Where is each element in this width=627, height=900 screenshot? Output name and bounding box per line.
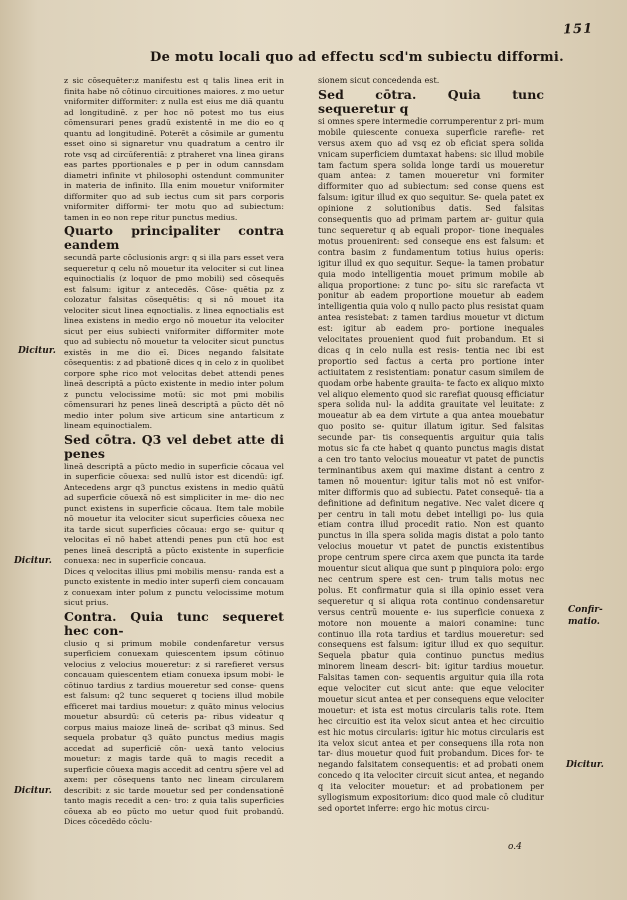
paragraph: Dices q velocitas illius pmi mobilis mensu- randa est a puncto existente in medio inter superfi ciem concauam z conuexam inter polum z punctu velocissime motum sicut prius. — [64, 566, 284, 607]
folio-number: 151 — [562, 21, 594, 38]
catchword: o.4 — [508, 842, 522, 852]
margin-note-dicitur: Dicitur. — [14, 556, 52, 566]
paragraph: clusio q si primum mobile condenfaretur versus superficiem conuexam quiescentem ipsum cōtinuo velocius z velocius moueretur: z si rarefieret versus concauam quiescentem etiam conuexa ipsum mobi- le cōtinuo tardius z tardius moueretur sed conse- quens est falsum: q2 tunc sequeret q tociens illud mobile efficeret mai tardius mouetur: z quāto minus velocius mouetur absurdū: cū ceteris pa- ribus videatur q corpus maius maioze lineā de- scribat q3 minus. Sed sequela probatur q3 quāto punctus medius magis accedat ad superficiē cōn- uexā tanto velocius mouetur: z magis tarde quā to magis recedit a superficie cōuexa magis accedit ad centru sp̄ere vel ad axem: per cōsequens tanto nec lineam circularem describit: z sic tarde mouetur sed per condensationē tanto magis recedit a cen- tro: z quia talis superficies cōuexa ab eo pūcto mo uetur quod fuit probandū. Dices cōcedēdo cōclu- — [64, 638, 284, 826]
paragraph: lineā descriptā a pūcto medio in superficie cōcaua vel in superficie cōuexa: sed nullū istor est dicendū: igf. Antecedens argr q3 punctus existens in medio quātū ad superficie cōuexā nō est simpliciter in me- dio nec punct existens in superficie cōcaua. Item tale mobile nō mouetur ita velociter sicut superficies cōuexa nec ita tarde sicut superficies cōcaua: ergo se- quitur q velocitas eī nō habet attendi penes pun ctū hoc est penes lineā descriptā a pūcto existente in superficie conuexa: nec in superficie concaua. — [64, 461, 284, 565]
paragraph: sionem sicut concedenda est. — [318, 76, 440, 85]
paragraph: secundā parte cōclusionis argr: q si illa pars esset vera sequeretur q celu nō mouetur ita velociter si cut linea equinoctialis (z loquor de pmo mobili) sed cōsequēs est falsum: igitur z antecedēs. Cōse- quētia pz z colozatur falsitas cōsequētis: q si nō mouet ita velociter sicut linea eqnoctialis. z linea eqnoctialis est linea existens in medio ergo nō mouetur ita velociter sicut per eius subiecti vniformiter difformiter mote quo ad subiectu nō mouetur ta velociter sicut punctus existēs in me dio eī. Dices negando falsitate cōsequentis: z ad pbationē dices q in celo z in quolibet corpore sphe rico mot velocitas debet attendi penes lineā descriptā a pūcto existente in medio inter polum z punctu velocissime motū: sic mot pmi mobilis cōmensurari hz penes lineā descriptā a pūcto dēt nō medio inter polum sive articum sine antarticum z lineam equinoctialem. — [64, 253, 284, 430]
section-heading: Sed cōtra. Quia tunc sequeretur q — [318, 86, 544, 116]
margin-note-dicitur: Dicitur. — [14, 786, 52, 796]
running-headline: De motu locali quo ad effectu scd'm subiectu difformi. — [150, 50, 564, 65]
margin-note-dicitur: Dicitur. — [18, 346, 56, 356]
paragraph: si omnes spere intermedie corrumperentur z pri- mum mobile quiescente conuexa superficie rarefie- ret versus axem quo ad vsq ez ob eficiat spera solida vnicam superficiem dumtaxat habens: sic illud mobile tam factum spera solida longe tardi us moueretur quam antea: z tamen moueretur vni formiter difformiter quo ad subiectum: sed conse quens est falsum: igitur illud ex quo sequitur. Se- quela patet ex opinione z solutionibus datis. Sed falsitas consequentis quo ad primam partem ar- guitur quia tunc sequeretur q ab equali propor- tione inequales motus prouenirent: sed conseque ens est falsum: et contra basim z fundamentum totius huius operis: igitur illud ex quo sequitur. Seque- la tamen probatur quia modo intelligentia mouet primum mobile ab aliqua proportione: z tunc po- situ sic rarefacta vt ponitur ab eadem proportione mouetur ab eadem intelligentia quia volo q nullo pacto plus resistat quam antea resistebat: z tamen tardius mouetur vt dictum est: igitur ab eadem pro- portione inequales velocitates prouenient quod fuit probandum. Et si dicas q in celo nulla est resis- tentia nec ibi est proportio sed factus a certa pro portione inter actiuitatem z resistentiam: ponatur casum similem de quodam orbe habente grauita- te facto ex aliquo mixto vel aliquo elemento quod sic rarefiat quousq efficiatur spera solida nul- la addita grauitate vel leuitate: z moueatur ab ea dem virtute a qua antea mouebatur quo posito se- quitur illatum igitur. Sed falsitas secunde par- tis consequentis arguitur quia talis motus sic fa cte habet q quanto punctus magis distat a cen tro tanto velocius moueatur vt patet de punctis terminantibus axem qui maxime distant a centro z tamen nō mouentur: igitur talis mot nō est vnifor- miter difformis quo ad subiectu. Patet consequē- tia a definitione ad definitum negative. Nec valet dicere q per centru in tali motu debet intelligi po- lus quia etiam contra illud procedit ratio. Non est quanto punctus in illa spera solida magis distat a polo tanto velocius mouetur vt patet de punctis existentibus prope centrum spere circa axem que puncta ita tarde mouentur sicut aliqua que sunt p pinquiora polo: ergo nec centrum spere est cen- trum talis motus nec polus. Et confirmatur quia si illa opinio esset vera sequeretur q si aliqua rota continuo condensaretur versus centrū mouente e- ius superficie conuexa z motore non mouente a maiori conamine: tunc continuo illa rota tardius et tardius moueretur: sed consequens est falsum: igitur illud ex quo sequitur. Sequela pbatur quia continuo punctus medius minorem lineam descri- bit: igitur tardius mouetur. Falsitas tamen con- sequentis arguitur quia illa rota eque velociter cut sicut ante: que eque velociter mouetur sicut antea et per consequens eque velociter mouetur: et ista est motus circularis talis rote. Item hec circuitio est ita velox sicut antea et hec circuitio est hic motus circularis: igitur hic motus circularis est ita velox sicut antea et per consequens illa rota non tar- dius mouetur quod fuit probandum. Dices for- te negando falsitatem consequentis: et ad probati onem concedo q ita velociter circuit sicut antea, et negando q ita velociter mouetur: et ad probationem per syllogismum expositorium: dico quod male cō cluditur sed oportet inferre: ergo hic motus circu- — [318, 116, 544, 813]
left-column — [64, 76, 284, 828]
section-heading: Quarto principaliter contra eandem — [64, 223, 284, 252]
right-column — [318, 76, 544, 815]
paragraph: z sic cōsequēter:z manifestu est q talis linea erit in finita habe nō cōtinuo circuitiones maiores. z mo uetur vniformiter difformiter: z nulla est eius me diā quantu ad longitudinē. z per hoc nō potest mo tus eius cōmensurari penes gradū existentē in me dio eo q quantu ad longitudinē. Poterēt a cōsimile ar gumentu esset oino si signaretur vnu quadratum a centro ilr rote vsq ad circūferentiā: z ptraheret vna linea girans eas partes pportionales e p per in odum cannsdam diametri infinite vt philosophi ostendunt communiter in materia de infinito. Illa enim mouetur vniformiter difformiter quo ad sub iectus cum sit pars corporis vniformiter difformi- ter motu quo ad subiectum: tamen in eo non repe ritur punctus medius. — [64, 76, 284, 222]
section-heading: Sed cōtra. Q3 vel debet atte di penes — [64, 431, 284, 461]
margin-note-confirmatio: Confir- matio. — [568, 605, 603, 627]
margin-note-dicitur: Dicitur. — [566, 760, 604, 770]
section-heading: Contra. Quia tunc sequeret hec con- — [64, 608, 284, 638]
